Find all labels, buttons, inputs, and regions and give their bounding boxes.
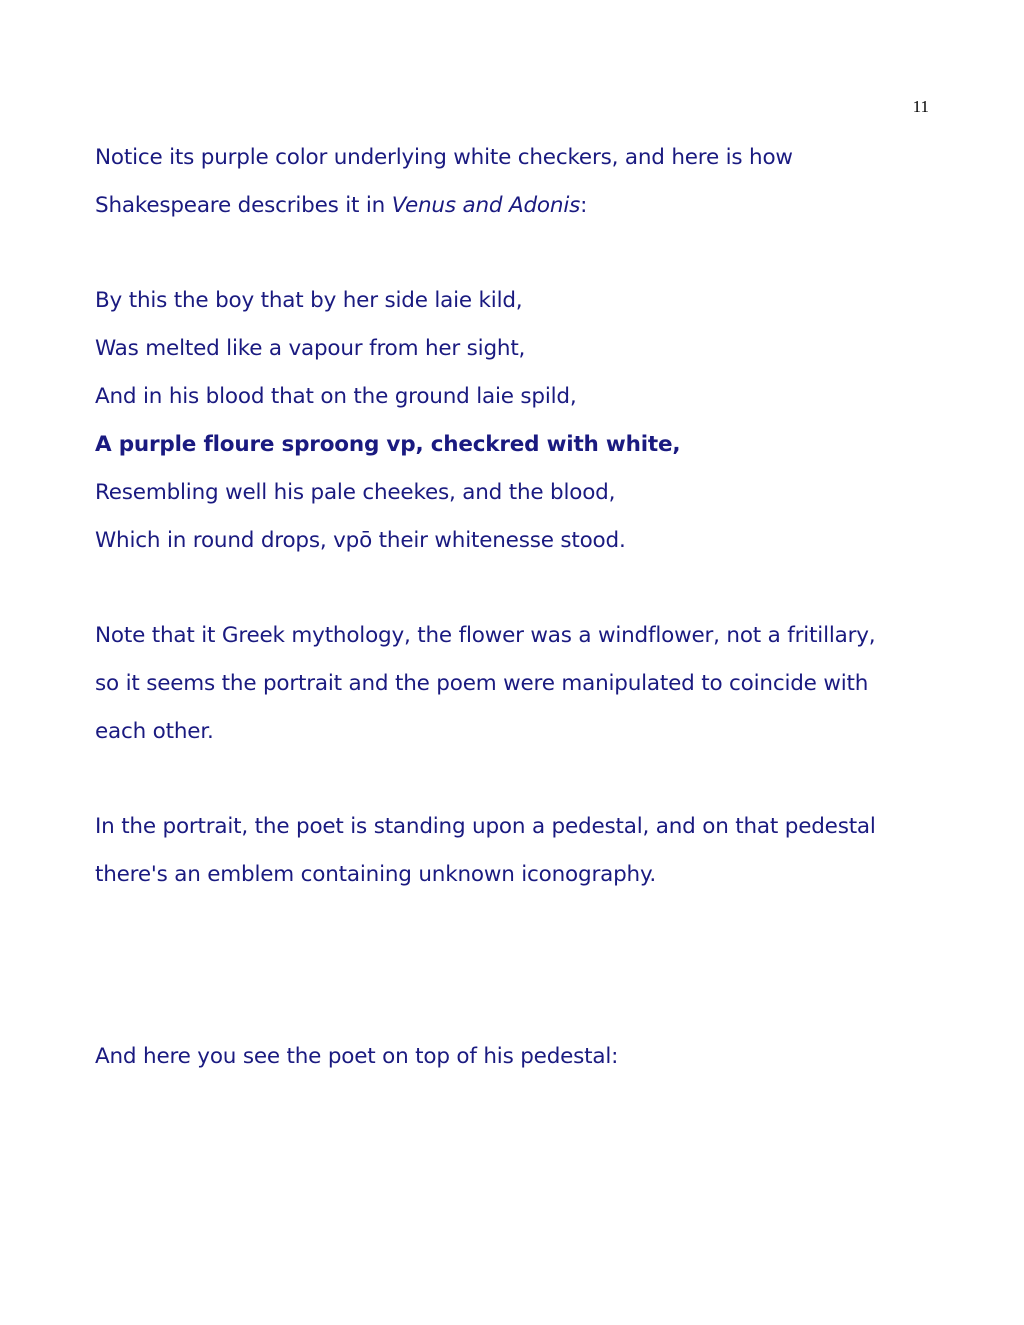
poem-line-5: Resembling well his pale cheekes, and the blood, (95, 480, 616, 505)
portrait-line-1: In the portrait, the poet is standing upon a pedestal, and on that pedestal (95, 814, 876, 839)
intro-line-1: Notice its purple color underlying white checkers, and here is how (95, 145, 793, 170)
page-number: 11 (912, 97, 929, 116)
poem-line-4-highlighted: A purple floure sproong vp, checkred with white, (95, 432, 681, 457)
note-line-1: Note that it Greek mythology, the flower was a windflower, not a fritillary, (95, 623, 876, 648)
portrait-paragraph (95, 803, 925, 899)
final-paragraph (95, 1033, 925, 1081)
intro-line-2 (95, 182, 925, 230)
poem-line-6: Which in round drops, vpō their whitenesse stood. (95, 528, 626, 553)
note-line-2: so it seems the portrait and the poem were manipulated to coincide with (95, 671, 869, 696)
poem-stanza (95, 277, 925, 565)
poem-title: Venus and Adonis (391, 193, 581, 218)
intro-line-2-suffix: : (580, 193, 588, 218)
poem-line-3: And in his blood that on the ground laie spild, (95, 384, 577, 409)
intro-line-2-prefix: Shakespeare describes it in (95, 193, 392, 218)
note-line-3: each other. (95, 719, 214, 744)
intro-paragraph (95, 134, 925, 230)
note-paragraph (95, 612, 925, 756)
portrait-line-2: there's an emblem containing unknown iconography. (95, 862, 657, 887)
poem-line-1: By this the boy that by her side laie kild, (95, 288, 523, 313)
poem-line-2: Was melted like a vapour from her sight, (95, 336, 526, 361)
final-line: And here you see the poet on top of his pedestal: (95, 1044, 619, 1069)
